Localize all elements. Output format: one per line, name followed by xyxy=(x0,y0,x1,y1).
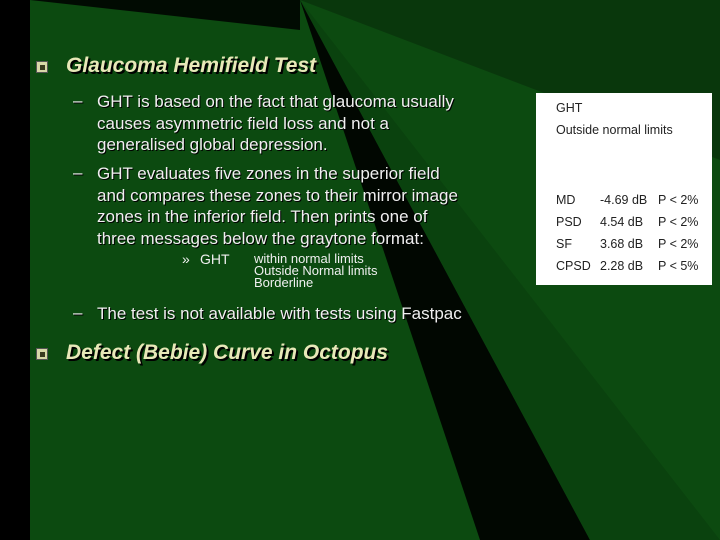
report-value: 4.54 dB xyxy=(600,215,644,229)
report-result: Outside normal limits xyxy=(556,123,673,137)
ght-message-2: Outside Normal limits xyxy=(254,263,378,278)
report-label: SF xyxy=(556,237,572,251)
section1-bullet-icon xyxy=(36,61,48,73)
sub-bullet: » xyxy=(182,251,190,267)
sub-label: GHT xyxy=(200,251,230,267)
point3-dash: – xyxy=(73,303,83,322)
section2-bullet-icon xyxy=(36,348,48,360)
report-value: -4.69 dB xyxy=(600,193,648,207)
point1-text xyxy=(97,91,454,156)
point2-line4: three messages below the graytone format: xyxy=(97,228,424,248)
report-value: 3.68 dB xyxy=(600,237,644,251)
report-title: GHT xyxy=(556,101,583,115)
report-p: P < 2% xyxy=(658,215,699,229)
point2-dash: – xyxy=(73,163,83,182)
report-label: MD xyxy=(556,193,576,207)
ght-messages xyxy=(254,253,378,289)
report-label: CPSD xyxy=(556,259,591,273)
report-value: 2.28 dB xyxy=(600,259,644,273)
report-p: P < 5% xyxy=(658,259,699,273)
ght-message-3: Borderline xyxy=(254,275,314,290)
report-p: P < 2% xyxy=(658,193,699,207)
point1-line2: causes asymmetric field loss and not a xyxy=(97,113,389,133)
ght-report-printout xyxy=(536,93,712,285)
point2-line1: GHT evaluates five zones in the superior field xyxy=(97,164,440,183)
section1-title: Glaucoma Hemifield Test xyxy=(66,54,317,77)
report-p: P < 2% xyxy=(658,237,699,251)
section2-title: Defect (Bebie) Curve in Octopus xyxy=(66,341,389,364)
ght-message-1: within normal limits xyxy=(254,251,364,266)
point2-line3: zones in the inferior field. Then prints one of xyxy=(97,207,428,226)
point3-text xyxy=(97,303,462,325)
point2-line2: and compares these zones to their mirror image xyxy=(97,185,458,205)
point3-line1: The test is not available with tests using Fastpac xyxy=(97,304,462,323)
point1-dash: – xyxy=(73,91,83,110)
point1-line1: GHT is based on the fact that glaucoma usually xyxy=(97,92,454,111)
report-label: PSD xyxy=(556,215,582,229)
point2-text xyxy=(97,163,458,249)
point1-line3: generalised global depression. xyxy=(97,135,328,154)
